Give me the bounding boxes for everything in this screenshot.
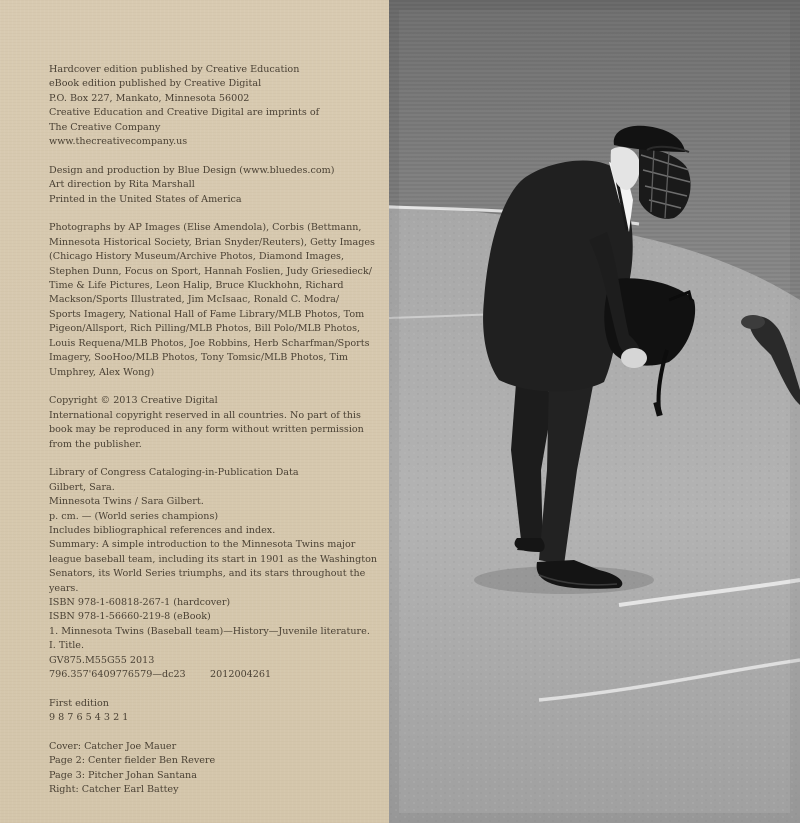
photo-credit-line: Sports Imagery, National Hall of Fame Library/MLB Photos, Tom [49, 308, 365, 320]
cataloging-line: Includes bibliographical references and index. [49, 524, 276, 536]
design-line: Art direction by Rita Marshall [49, 179, 195, 191]
cataloging-line: I. Title. [49, 640, 85, 652]
cataloging-line: ISBN 978-1-56660-219-8 (eBook) [49, 611, 211, 623]
publisher-line: P.O. Box 227, Mankato, Minnesota 56002 [49, 92, 250, 104]
photo-credit-line: Louis Requena/MLB Photos, Joe Robbins, Herb Scharfman/Sports [49, 337, 370, 349]
copyright-text-column [49, 63, 378, 812]
cataloging-line: years. [49, 582, 79, 594]
edition-line: First edition [49, 697, 109, 709]
caption-line: Page 3: Pitcher Johan Santana [49, 769, 197, 781]
cataloging-line: Senators, its World Series triumphs, and its stars throughout the [49, 568, 366, 580]
cataloging-block [49, 466, 378, 682]
design-block [49, 164, 369, 207]
cataloging-line: Library of Congress Cataloging-in-Publication Data [49, 467, 299, 479]
publisher-block [49, 63, 369, 149]
photo-credit-line: Imagery, SooHoo/MLB Photos, Tony Tomsic/MLB Photos, Tim [49, 352, 349, 364]
photo-credit-line: (Chicago History Museum/Archive Photos, Diamond Images, [49, 251, 345, 263]
publisher-line: Creative Education and Creative Digital are imprints of [49, 107, 320, 119]
photo-credits-block [49, 221, 375, 379]
cataloging-line: p. cm. — (World series champions) [49, 510, 219, 522]
copyright-line: Copyright © 2013 Creative Digital [49, 395, 218, 407]
photo-credit-line: Umphrey, Alex Wong) [49, 366, 155, 378]
design-line: Design and production by Blue Design (www.bluedes.com) [49, 164, 335, 176]
cataloging-line: 1. Minnesota Twins (Baseball team)—History—Juvenile literature. [49, 625, 370, 637]
caption-line: Page 2: Center fielder Ben Revere [49, 755, 216, 767]
photo-credit-line: Stephen Dunn, Focus on Sport, Hannah Foslien, Judy Griesedieck/ [49, 265, 372, 277]
edition-block [49, 697, 369, 726]
design-line: Printed in the United States of America [49, 193, 242, 205]
cataloging-line: Gilbert, Sara. [49, 481, 115, 493]
photo-credit-line: Photographs by AP Images (Elise Amendola), Corbis (Bettmann, [49, 222, 362, 234]
cataloging-line: 796.357'6409776579—dc23 2012004261 [49, 669, 272, 680]
cataloging-line: league baseball team, including its start in 1901 as the Washington [49, 553, 378, 565]
cataloging-line: Summary: A simple introduction to the Minnesota Twins major [49, 539, 356, 551]
copyright-line: book may be reproduced in any form without written permission [49, 424, 364, 436]
cataloging-line: ISBN 978-1-60818-267-1 (hardcover) [49, 596, 231, 608]
publisher-line: eBook edition published by Creative Digital [49, 78, 262, 90]
copyright-page-panel [0, 0, 389, 823]
publisher-line: www.thecreativecompany.us [49, 136, 188, 148]
publisher-line: The Creative Company [49, 121, 161, 133]
copyright-line: International copyright reserved in all countries. No part of this [49, 409, 361, 421]
copyright-line: from the publisher. [49, 438, 142, 450]
caption-line: Cover: Catcher Joe Mauer [49, 741, 177, 752]
captions-block [49, 740, 369, 798]
photo-credit-line: Pigeon/Allsport, Rich Pilling/MLB Photos, Bill Polo/MLB Photos, [49, 323, 361, 335]
photo-credit-line: Time & Life Pictures, Leon Halip, Bruce Kluckhohn, Richard [49, 280, 344, 292]
copyright-block [49, 394, 369, 452]
cataloging-line: Minnesota Twins / Sara Gilbert. [49, 496, 204, 508]
caption-line: Right: Catcher Earl Battey [49, 784, 179, 796]
printing-line: 9 8 7 6 5 4 3 2 1 [49, 712, 129, 724]
umpire-photo [389, 0, 800, 823]
publisher-line: Hardcover edition published by Creative Education [49, 64, 300, 75]
photo-credit-line: Minnesota Historical Society, Brian Snyder/Reuters), Getty Images [49, 236, 375, 248]
photo-credit-line: Mackson/Sports Illustrated, Jim McIsaac, Ronald C. Modra/ [49, 294, 340, 306]
cataloging-line: GV875.M55G55 2013 [49, 654, 155, 666]
